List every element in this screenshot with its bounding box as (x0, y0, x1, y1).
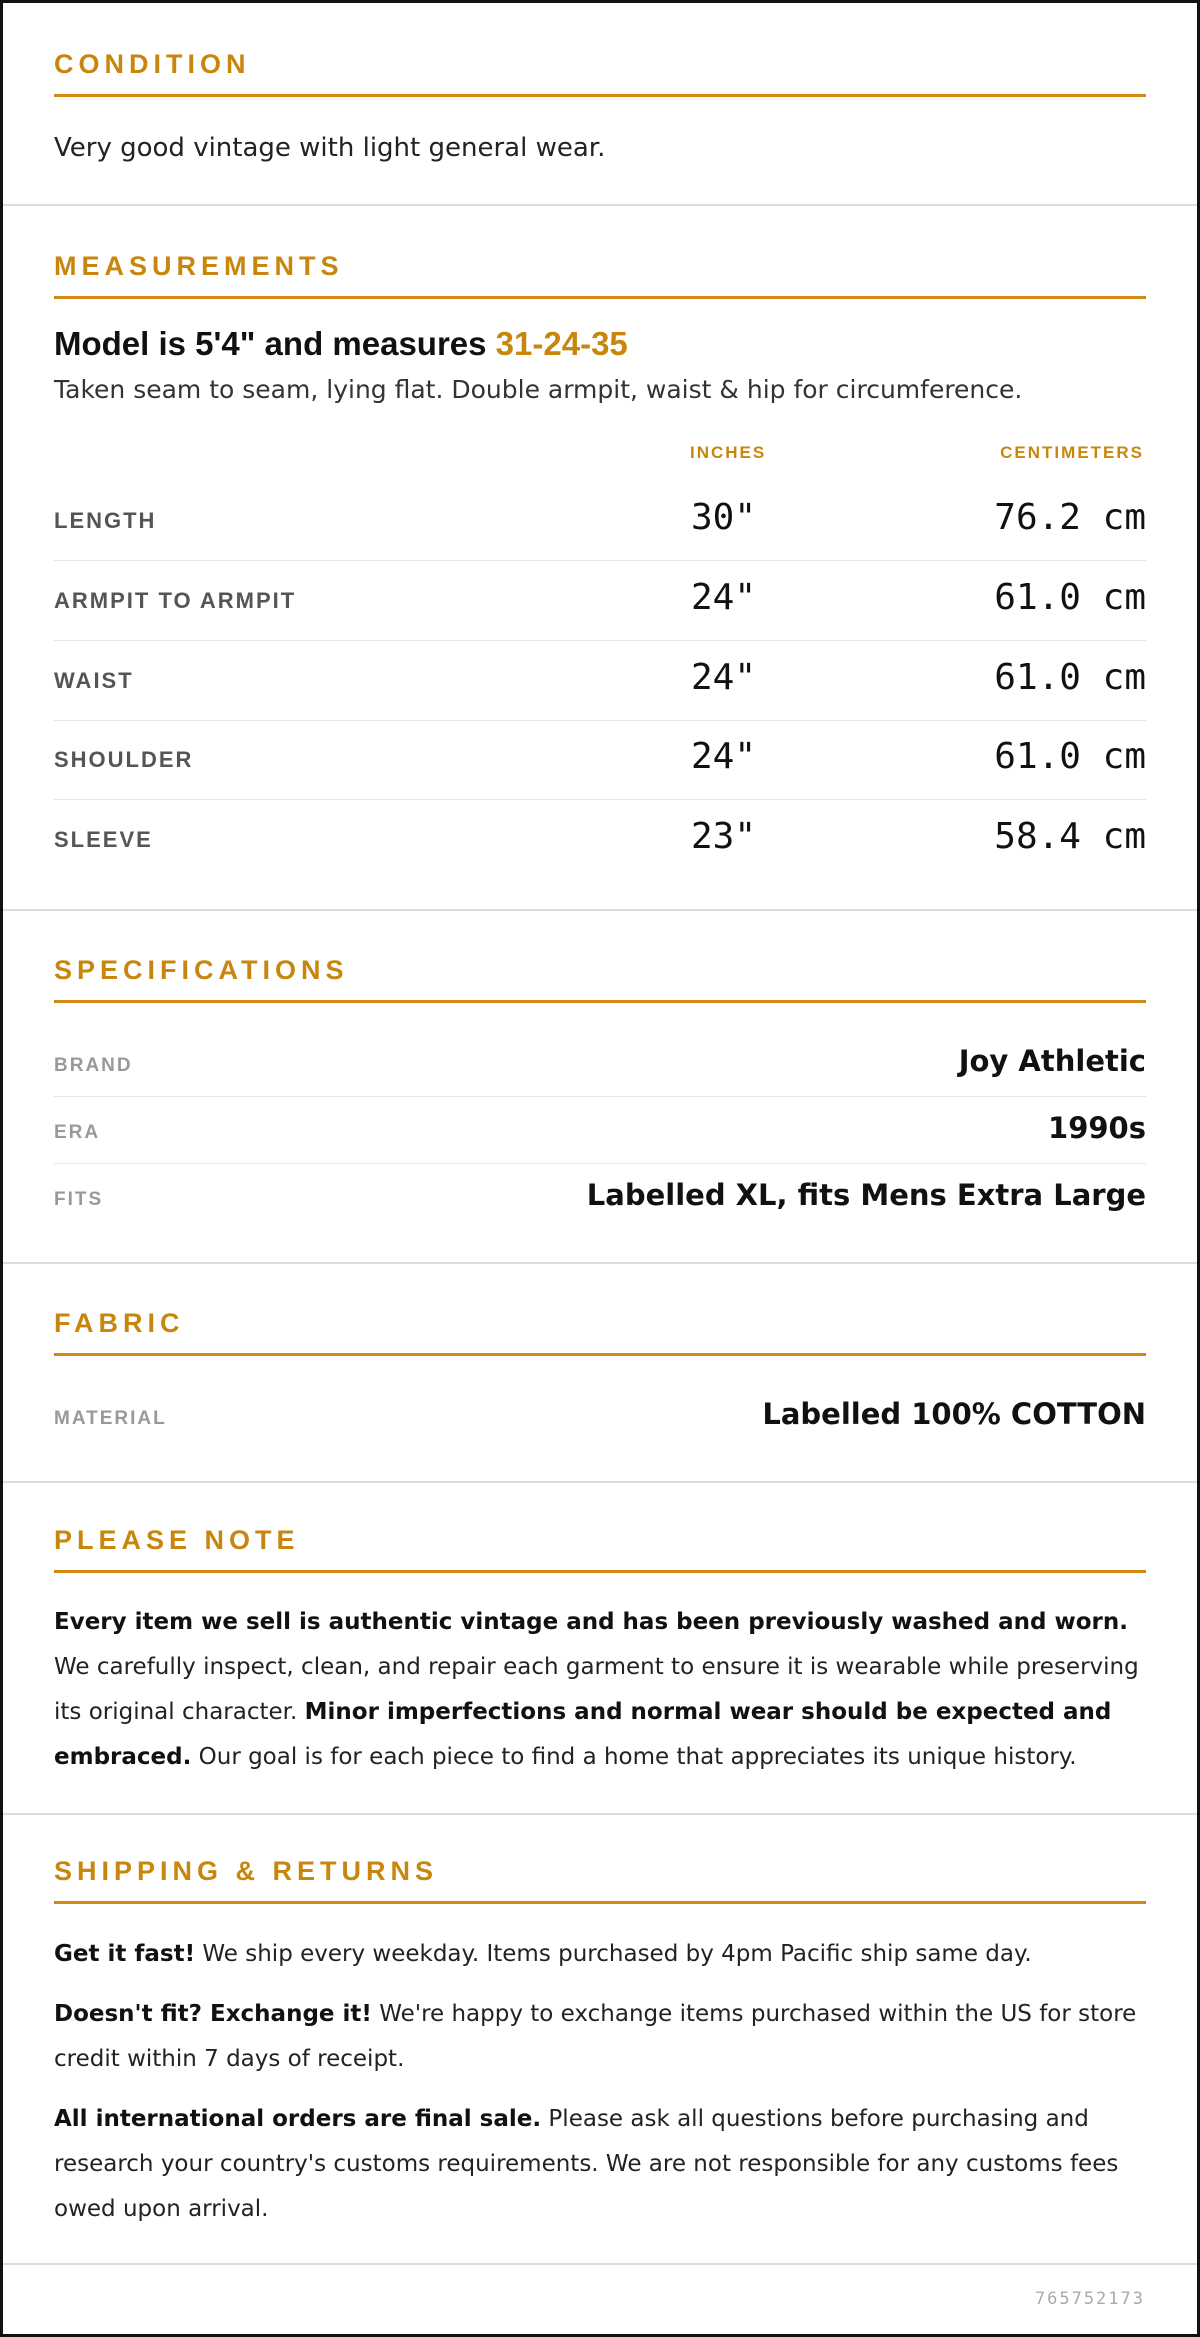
fabric-row (54, 1383, 1146, 1450)
spec-row (54, 1030, 1146, 1097)
shipping-rule (54, 1901, 1146, 1904)
shipping-paragraph-1 (54, 1932, 1149, 1977)
condition-rule (54, 94, 1146, 97)
measurement-label: SLEEVE (54, 827, 153, 852)
measurement-row (54, 481, 1146, 561)
spec-row (54, 1164, 1146, 1231)
specifications-rule (54, 1000, 1146, 1003)
measurement-row (54, 641, 1146, 721)
spec-label: BRAND (54, 1055, 133, 1076)
shipping-p2-text: We're happy to exchange items purchased within the US for store credit within 7 days of receipt. (54, 2001, 1137, 2072)
measurement-cm: 61.0 cm (994, 736, 1146, 777)
spec-row (54, 1097, 1146, 1164)
shipping-p3-bold: All international orders are final sale. (54, 2106, 542, 2132)
measurement-inches: 24" (690, 577, 756, 618)
spec-label: FITS (54, 1189, 104, 1210)
shipping-p1-text: We ship every weekday. Items purchased by 4pm Pacific ship same day. (195, 1941, 1032, 1967)
fabric-label: MATERIAL (54, 1408, 167, 1429)
fabric-section (3, 1264, 1197, 1483)
measurement-label: WAIST (54, 668, 134, 693)
measurement-inches: 30" (690, 497, 756, 538)
centimeters-column-header: CENTIMETERS (1000, 443, 1144, 462)
shipping-title: SHIPPING & RETURNS (54, 1856, 439, 1886)
measurement-inches: 23" (690, 816, 756, 857)
measurement-label: SHOULDER (54, 747, 194, 772)
shipping-paragraph-2 (54, 1992, 1149, 2082)
please-note-section (3, 1483, 1197, 1815)
please-note-bold-1: Every item we sell is authentic vintage and has been previously washed and worn. (54, 1609, 1128, 1635)
shipping-p1-bold: Get it fast! (54, 1941, 196, 1967)
measurement-row (54, 561, 1146, 641)
please-note-text-1: We carefully inspect, clean, and repair each garment to ensure it is wearable while preserving its original character. (54, 1654, 1139, 1725)
measurement-inches: 24" (690, 657, 756, 698)
fabric-title: FABRIC (54, 1308, 185, 1338)
measurement-label: ARMPIT TO ARMPIT (54, 588, 297, 613)
please-note-bold-2: Minor imperfections and normal wear should be expected and embraced. (54, 1699, 1112, 1770)
product-id: 765752173 (1034, 2289, 1145, 2309)
shipping-p3-text: Please ask all questions before purchasing and research your country's customs requirements. We are not responsible for any customs fees owed upon arrival. (54, 2106, 1119, 2222)
condition-section (3, 3, 1197, 206)
measurement-cm: 61.0 cm (994, 577, 1146, 618)
spec-label: ERA (54, 1122, 101, 1143)
fabric-rule (54, 1353, 1146, 1356)
spec-value: 1990s (1048, 1111, 1146, 1145)
spec-value: Labelled XL, fits Mens Extra Large (586, 1178, 1146, 1212)
measurement-cm: 61.0 cm (994, 657, 1146, 698)
model-measurements: 31-24-35 (495, 325, 628, 362)
please-note-rule (54, 1570, 1146, 1573)
please-note-text-2: Our goal is for each piece to find a home that appreciates its unique history. (191, 1744, 1077, 1770)
measurements-rule (54, 296, 1146, 299)
condition-title: CONDITION (54, 49, 251, 79)
shipping-p2-bold: Doesn't fit? Exchange it! (54, 2001, 372, 2027)
shipping-section (3, 1815, 1197, 2265)
inches-column-header: INCHES (690, 443, 767, 462)
measurement-inches: 24" (690, 736, 756, 777)
measurement-row (54, 800, 1146, 880)
spec-value: Joy Athletic (958, 1044, 1146, 1078)
measurement-label: LENGTH (54, 508, 157, 533)
shipping-paragraph-3 (54, 2097, 1149, 2232)
measurement-cm: 58.4 cm (994, 816, 1146, 857)
please-note-title: PLEASE NOTE (54, 1525, 300, 1555)
measurements-title: MEASUREMENTS (54, 251, 344, 281)
please-note-text (54, 1600, 1149, 1780)
fabric-value: Labelled 100% COTTON (762, 1397, 1146, 1431)
measurements-note: Taken seam to seam, lying flat. Double armpit, waist & hip for circumference. (54, 375, 1023, 404)
model-prefix: Model is 5'4" and measures (54, 325, 496, 362)
measurement-cm: 76.2 cm (994, 497, 1146, 538)
specifications-title: SPECIFICATIONS (54, 955, 349, 985)
measurement-row (54, 720, 1146, 800)
condition-text: Very good vintage with light general wear. (54, 133, 606, 163)
model-info (54, 325, 628, 363)
